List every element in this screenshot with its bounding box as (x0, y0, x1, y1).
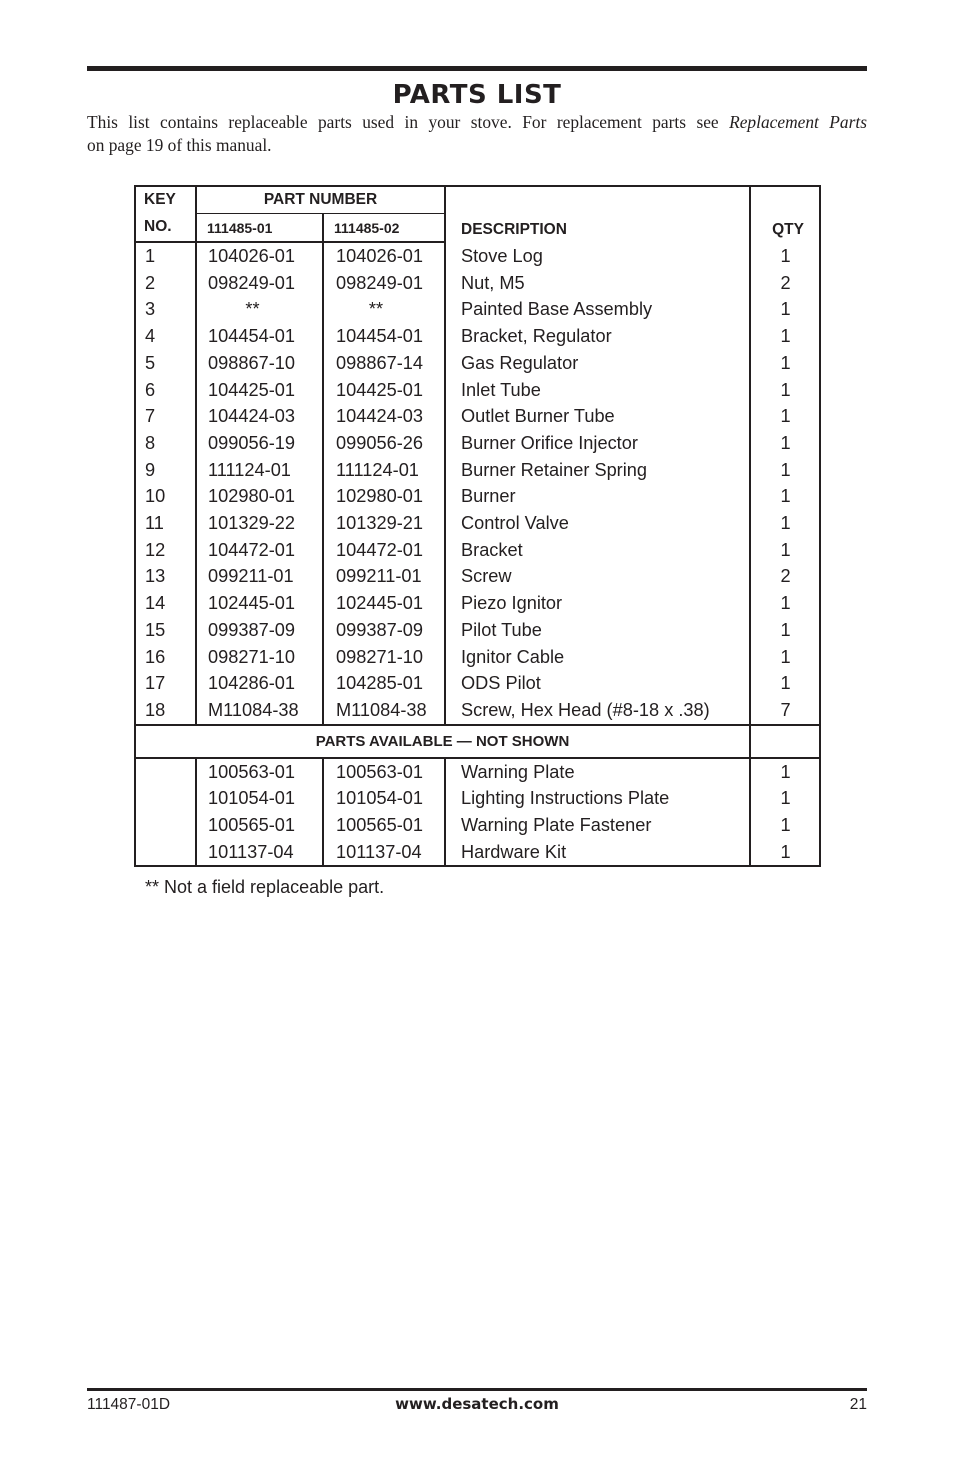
qty-cell: 1 (750, 350, 820, 377)
table-row (135, 785, 820, 812)
part-number-b-cell: 111124-01 (323, 457, 445, 484)
key-number-cell (135, 839, 196, 867)
qty-cell: 1 (750, 839, 820, 867)
key-number-cell: 16 (135, 644, 196, 671)
part-number-b-cell: 102980-01 (323, 483, 445, 510)
part-number-a-cell: 104454-01 (196, 323, 323, 350)
part-number-b-cell: 099387-09 (323, 617, 445, 644)
header-model-a: 111485-01 (196, 214, 323, 243)
part-number-a-cell: 104424-03 (196, 403, 323, 430)
intro-text-1: This list contains replaceable parts used in your stove. For replacement parts see (87, 112, 730, 132)
extra-parts-body (135, 758, 820, 867)
key-number-cell: 6 (135, 377, 196, 404)
part-number-b-cell: 104285-01 (323, 670, 445, 697)
key-number-cell: 15 (135, 617, 196, 644)
key-number-cell: 11 (135, 510, 196, 537)
part-number-b-cell: 102445-01 (323, 590, 445, 617)
part-number-a-cell: 099387-09 (196, 617, 323, 644)
part-number-a-cell: 100565-01 (196, 812, 323, 839)
description-cell: Burner Orifice Injector (445, 430, 750, 457)
key-number-cell (135, 758, 196, 786)
description-cell: Bracket, Regulator (445, 323, 750, 350)
qty-cell: 1 (750, 483, 820, 510)
description-cell: Nut, M5 (445, 270, 750, 297)
header-qty: QTY (750, 186, 820, 242)
part-number-a-cell: 101054-01 (196, 785, 323, 812)
description-cell: Gas Regulator (445, 350, 750, 377)
table-row (135, 697, 820, 725)
description-cell: Outlet Burner Tube (445, 403, 750, 430)
description-cell: Hardware Kit (445, 839, 750, 867)
part-number-b-cell: 104026-01 (323, 242, 445, 270)
intro-text-2: on page 19 of this manual. (87, 135, 272, 155)
table-row (135, 483, 820, 510)
qty-cell: 1 (750, 812, 820, 839)
part-number-a-cell: 104472-01 (196, 537, 323, 564)
part-number-b-cell: 098271-10 (323, 644, 445, 671)
bottom-rule (87, 1388, 867, 1391)
description-cell: Pilot Tube (445, 617, 750, 644)
table-row (135, 839, 820, 867)
key-number-cell: 2 (135, 270, 196, 297)
table-row (135, 510, 820, 537)
footnote: ** Not a field replaceable part. (145, 877, 385, 897)
part-number-b-cell: M11084-38 (323, 697, 445, 725)
part-number-b-cell: 101054-01 (323, 785, 445, 812)
part-number-a-cell: 104425-01 (196, 377, 323, 404)
part-number-b-cell: 100563-01 (323, 758, 445, 786)
qty-cell: 1 (750, 758, 820, 786)
section-row (135, 725, 820, 758)
table-row (135, 670, 820, 697)
description-cell: Warning Plate Fastener (445, 812, 750, 839)
qty-cell: 2 (750, 563, 820, 590)
qty-cell: 1 (750, 430, 820, 457)
key-number-cell: 9 (135, 457, 196, 484)
table-row (135, 457, 820, 484)
description-cell: Control Valve (445, 510, 750, 537)
table-row (135, 270, 820, 297)
part-number-b-cell: 099056-26 (323, 430, 445, 457)
part-number-a-cell: 102445-01 (196, 590, 323, 617)
key-number-cell: 13 (135, 563, 196, 590)
qty-cell: 1 (750, 617, 820, 644)
table-row (135, 617, 820, 644)
page-title: PARTS LIST (392, 80, 562, 110)
table-row (135, 377, 820, 404)
qty-cell: 1 (750, 785, 820, 812)
part-number-b-cell: 104454-01 (323, 323, 445, 350)
key-number-cell: 10 (135, 483, 196, 510)
header-key-line1: KEY (135, 186, 196, 214)
part-number-a-cell: 104026-01 (196, 242, 323, 270)
parts-table-header (135, 186, 820, 242)
qty-cell: 1 (750, 644, 820, 671)
part-number-a-cell: 101137-04 (196, 839, 323, 867)
part-number-b-cell: 104425-01 (323, 377, 445, 404)
part-number-b-cell: 101329-21 (323, 510, 445, 537)
key-number-cell: 4 (135, 323, 196, 350)
key-number-cell (135, 785, 196, 812)
qty-cell: 1 (750, 296, 820, 323)
qty-cell: 1 (750, 537, 820, 564)
table-row (135, 537, 820, 564)
description-cell: Inlet Tube (445, 377, 750, 404)
key-number-cell: 8 (135, 430, 196, 457)
description-cell: Burner Retainer Spring (445, 457, 750, 484)
table-row (135, 563, 820, 590)
part-number-a-cell: 111124-01 (196, 457, 323, 484)
part-number-a-cell: 098249-01 (196, 270, 323, 297)
qty-cell: 1 (750, 323, 820, 350)
table-row (135, 296, 820, 323)
description-cell: Painted Base Assembly (445, 296, 750, 323)
table-row (135, 430, 820, 457)
qty-cell: 2 (750, 270, 820, 297)
footer-website: www.desatech.com (395, 1395, 559, 1413)
description-cell: Screw (445, 563, 750, 590)
part-number-a-cell: 102980-01 (196, 483, 323, 510)
part-number-b-cell: 098867-14 (323, 350, 445, 377)
table-row (135, 350, 820, 377)
key-number-cell: 17 (135, 670, 196, 697)
part-number-a-cell: 098867-10 (196, 350, 323, 377)
part-number-b-cell: 099211-01 (323, 563, 445, 590)
top-rule (87, 66, 867, 71)
description-cell: Warning Plate (445, 758, 750, 786)
part-number-a-cell: 100563-01 (196, 758, 323, 786)
header-description: DESCRIPTION (445, 186, 750, 242)
section-title: PARTS AVAILABLE — NOT SHOWN (135, 725, 750, 758)
key-number-cell: 14 (135, 590, 196, 617)
parts-table-body (135, 242, 820, 725)
part-number-a-cell: ** (196, 296, 323, 323)
description-cell: Lighting Instructions Plate (445, 785, 750, 812)
part-number-b-cell: 104424-03 (323, 403, 445, 430)
part-number-a-cell: 099056-19 (196, 430, 323, 457)
intro-line-1 (87, 111, 867, 134)
description-cell: Screw, Hex Head (#8-18 x .38) (445, 697, 750, 725)
key-number-cell: 18 (135, 697, 196, 725)
section-qty-cell (750, 725, 820, 758)
qty-cell: 1 (750, 403, 820, 430)
part-number-b-cell: 101137-04 (323, 839, 445, 867)
description-cell: Ignitor Cable (445, 644, 750, 671)
part-number-a-cell: 099211-01 (196, 563, 323, 590)
part-number-a-cell: M11084-38 (196, 697, 323, 725)
table-row (135, 758, 820, 786)
key-number-cell: 5 (135, 350, 196, 377)
part-number-a-cell: 104286-01 (196, 670, 323, 697)
description-cell: ODS Pilot (445, 670, 750, 697)
key-number-cell: 1 (135, 242, 196, 270)
qty-cell: 1 (750, 510, 820, 537)
key-number-cell: 7 (135, 403, 196, 430)
qty-cell: 1 (750, 457, 820, 484)
part-number-a-cell: 098271-10 (196, 644, 323, 671)
key-number-cell: 3 (135, 296, 196, 323)
key-number-cell (135, 812, 196, 839)
intro-paragraph (87, 111, 867, 157)
description-cell: Bracket (445, 537, 750, 564)
header-part-number: PART NUMBER (196, 186, 445, 214)
table-row (135, 812, 820, 839)
footer-doc-number: 111487-01D (87, 1396, 171, 1413)
footer-page-number: 21 (849, 1396, 867, 1413)
description-cell: Burner (445, 483, 750, 510)
qty-cell: 7 (750, 697, 820, 725)
section-header (135, 725, 820, 758)
parts-table (134, 185, 821, 867)
key-number-cell: 12 (135, 537, 196, 564)
intro-link-replacement-parts: Replacement Parts (729, 112, 867, 132)
part-number-b-cell: 098249-01 (323, 270, 445, 297)
part-number-a-cell: 101329-22 (196, 510, 323, 537)
qty-cell: 1 (750, 590, 820, 617)
header-key-line2: NO. (135, 214, 196, 243)
qty-cell: 1 (750, 670, 820, 697)
description-cell: Stove Log (445, 242, 750, 270)
table-row (135, 644, 820, 671)
qty-cell: 1 (750, 377, 820, 404)
part-number-b-cell: 100565-01 (323, 812, 445, 839)
table-row (135, 242, 820, 270)
header-model-b: 111485-02 (323, 214, 445, 243)
header-row-1 (135, 186, 820, 214)
part-number-b-cell: 104472-01 (323, 537, 445, 564)
table-row (135, 403, 820, 430)
qty-cell: 1 (750, 242, 820, 270)
part-number-b-cell: ** (323, 296, 445, 323)
table-row (135, 590, 820, 617)
table-row (135, 323, 820, 350)
description-cell: Piezo Ignitor (445, 590, 750, 617)
